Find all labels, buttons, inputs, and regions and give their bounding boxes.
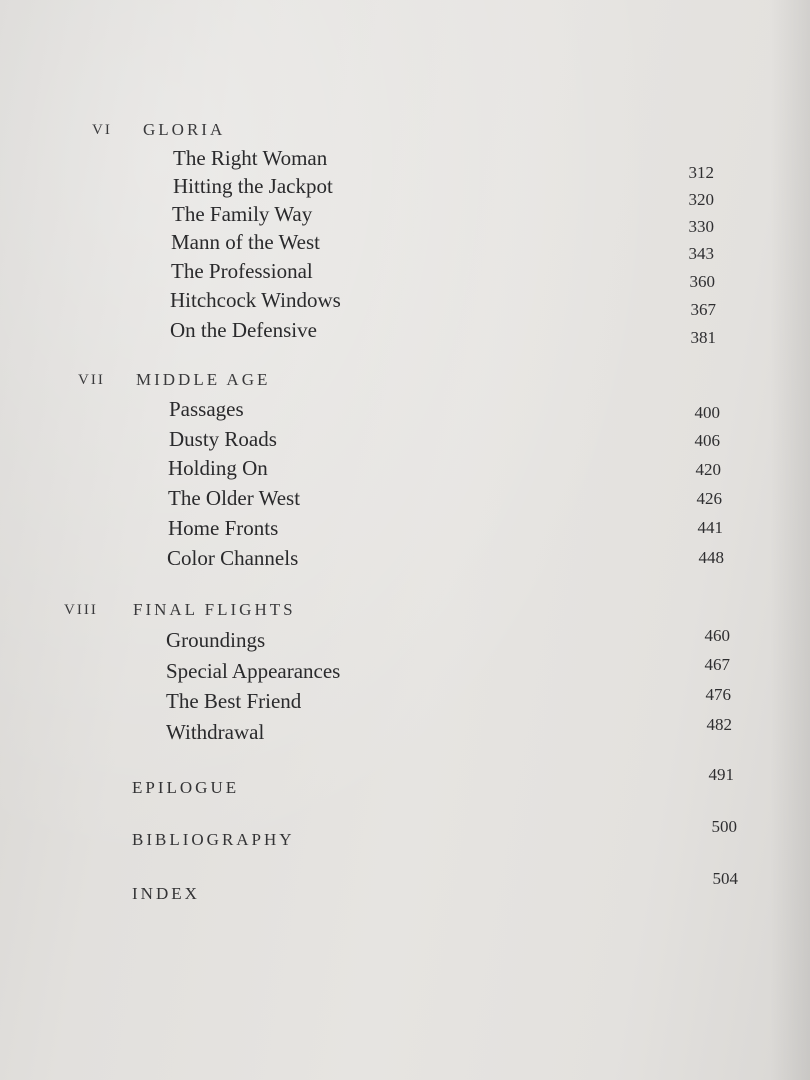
section-page: 504 xyxy=(712,869,738,888)
chapter-page: 426 xyxy=(696,489,722,508)
chapter-title: The Best Friend xyxy=(166,689,302,713)
chapter-title: Hitchcock Windows xyxy=(170,288,341,312)
part-numeral: VI xyxy=(92,122,112,138)
section-epilogue: EPILOGUE xyxy=(132,778,240,797)
part-title: FINAL FLIGHTS xyxy=(133,600,296,619)
chapter-page: 467 xyxy=(704,655,730,674)
chapter-title: Color Channels xyxy=(167,546,299,570)
section-page: 500 xyxy=(711,817,737,836)
chapter-title: Hitting the Jackpot xyxy=(173,174,333,198)
chapter-page: 330 xyxy=(688,217,714,236)
chapter-page: 343 xyxy=(688,244,714,263)
chapter-title: Withdrawal xyxy=(166,720,265,744)
page-shadow xyxy=(770,0,810,1080)
chapter-page: 482 xyxy=(706,715,732,734)
chapter-page: 406 xyxy=(694,431,720,450)
chapter-title: The Right Woman xyxy=(173,146,328,170)
chapter-title: Mann of the West xyxy=(171,230,320,254)
chapter-page: 320 xyxy=(688,190,714,209)
part-title: MIDDLE AGE xyxy=(136,370,271,389)
chapter-page: 367 xyxy=(690,300,716,319)
chapter-page: 448 xyxy=(698,548,724,567)
chapter-title: Holding On xyxy=(168,456,268,480)
chapter-title: On the Defensive xyxy=(170,318,317,342)
chapter-page: 400 xyxy=(694,403,720,422)
chapter-title: Dusty Roads xyxy=(169,427,277,451)
chapter-page: 420 xyxy=(695,460,721,479)
section-index: INDEX xyxy=(132,884,200,903)
part-numeral: VIII xyxy=(64,602,98,618)
chapter-page: 312 xyxy=(688,163,714,182)
section-page: 491 xyxy=(708,765,734,784)
chapter-title: The Professional xyxy=(171,259,313,283)
chapter-page: 441 xyxy=(697,518,723,537)
chapter-title: Special Appearances xyxy=(166,659,341,683)
section-bibliography: BIBLIOGRAPHY xyxy=(132,830,295,849)
chapter-page: 460 xyxy=(704,626,730,645)
chapter-title: Home Fronts xyxy=(168,516,279,540)
chapter-title: Groundings xyxy=(166,628,266,652)
chapter-page: 476 xyxy=(705,685,731,704)
part-title: GLORIA xyxy=(143,120,226,139)
part-numeral: VII xyxy=(78,372,105,388)
chapter-title: Passages xyxy=(169,397,244,421)
chapter-title: The Family Way xyxy=(172,202,313,226)
chapter-page: 381 xyxy=(690,328,716,347)
chapter-page: 360 xyxy=(689,272,715,291)
chapter-title: The Older West xyxy=(168,486,301,510)
